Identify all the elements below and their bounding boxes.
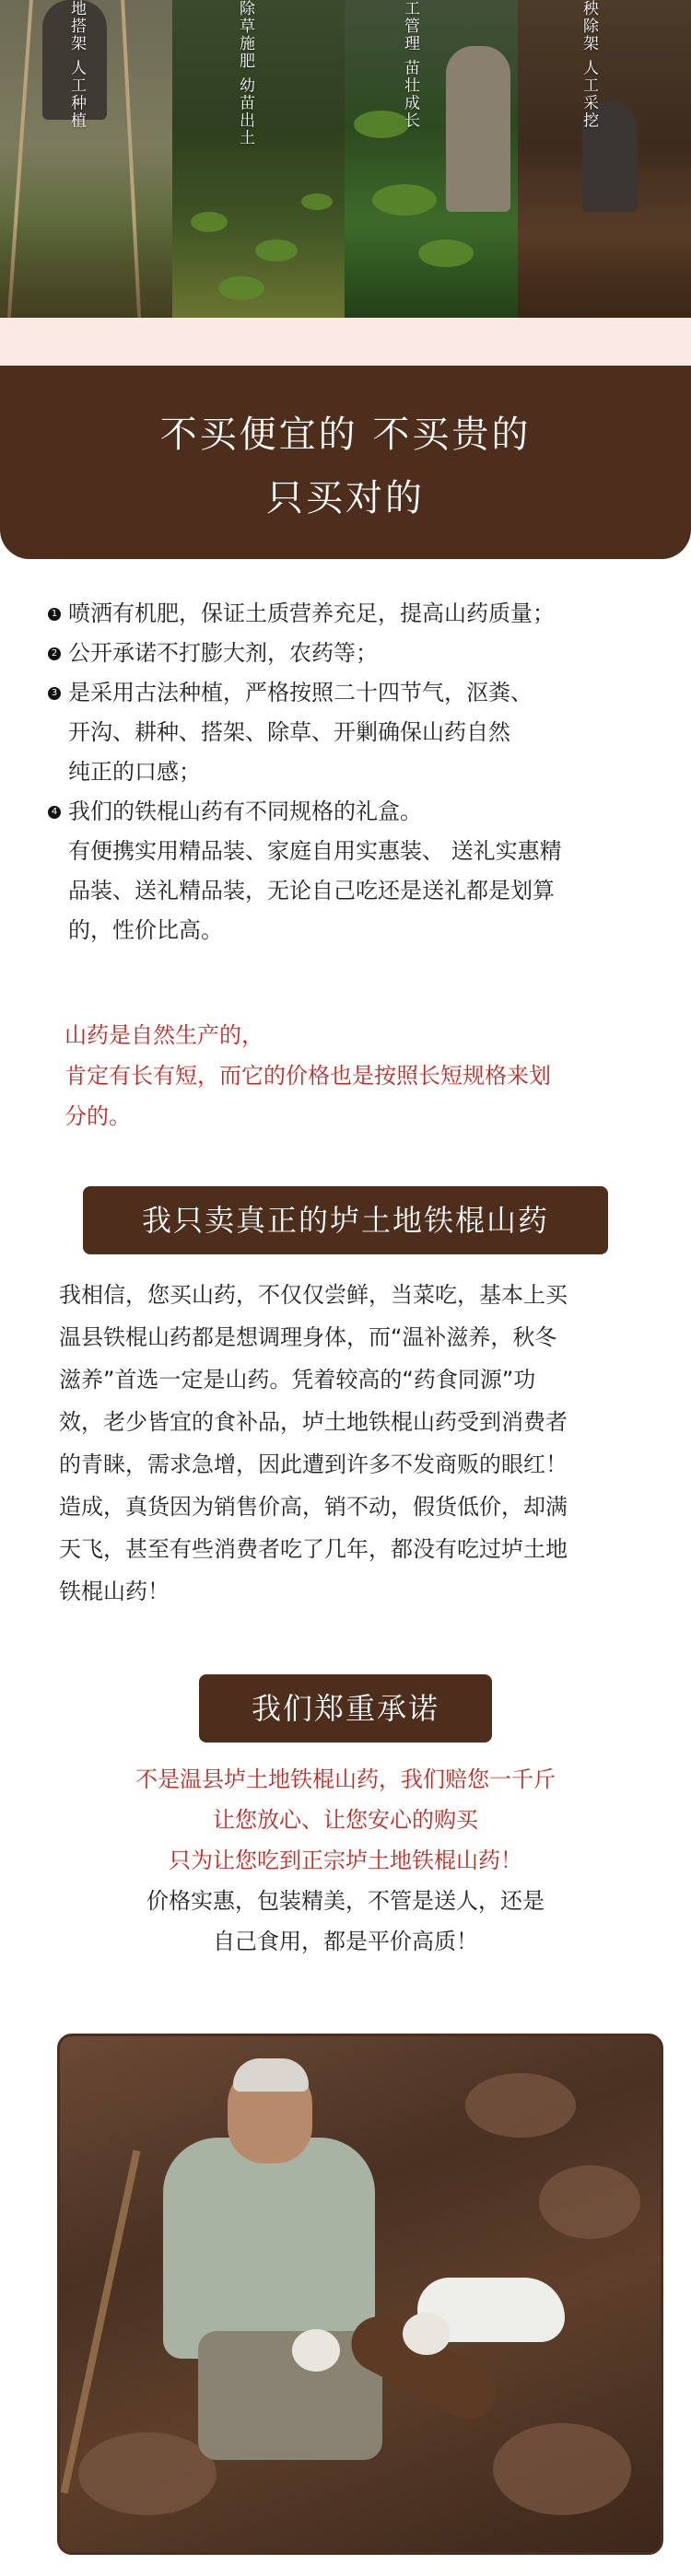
farmer-figure (163, 2138, 375, 2359)
section-title-promise: 我们郑重承诺 (199, 1674, 492, 1743)
promise-line: 让您放心、让您安心的购买 (213, 1807, 478, 1833)
slogan-line-1: 不买便宜的 不买贵的 (159, 414, 532, 456)
list-item (48, 594, 647, 634)
promise-line: 自己食用，都是平价高质！ (213, 1929, 478, 1954)
authentic-paragraph: 我相信，您买山药，不仅仅尝鲜，当菜吃，基本上买 温县铁棍山药都是想调理身体，而“温补滋养，秋冬 滋养”首选一定是山药。凭着较高的“药食同源”功 效，老少皆宜的食补品，垆土地铁棍山药受到消费者 的青睐，需求急增，因此遭到许多不发商贩的眼红！ 造成，真货因为销售价高，销不动，假货低价，却满 天飞，甚至有些消费者吃了几年，都没有吃过垆土地 铁棍山药！ (59, 1282, 568, 1604)
photo-panel-seedlings (172, 0, 345, 318)
slogan-line-2: 只买对的 (266, 477, 425, 519)
promise-line: 价格实惠，包装精美，不管是送人，还是 (146, 1888, 545, 1914)
list-item-text: 我们的铁棍山药有不同规格的礼盒。 (68, 798, 422, 824)
planting-process-photo-strip (0, 0, 691, 318)
bullet-number: 1 (48, 608, 61, 621)
section-title-authentic: 我只卖真正的垆土地铁棍山药 (83, 1186, 608, 1254)
bullet-number: 3 (48, 687, 61, 700)
bullet-number: 2 (48, 647, 61, 660)
photo-panel-harvest (518, 0, 691, 318)
photo-panel-planting (0, 0, 172, 318)
promise-line: 只为让您吃到正宗垆土地铁棍山药！ (169, 1847, 522, 1873)
list-item (48, 792, 647, 832)
list-item-text: 公开承诺不打膨大剂，农药等； (68, 640, 378, 666)
promise-block (0, 1759, 691, 1962)
list-item-text: 是采用古法种植，严格按照二十四节气，沤粪、 开沟、耕种、搭架、除草、开剿确保山药自然 纯正的口感； (68, 680, 533, 785)
slogan-banner (0, 366, 691, 559)
divider-band (0, 318, 691, 366)
list-item (48, 673, 647, 792)
promise-line: 不是温县垆土地铁棍山药，我们赔您一千斤 (135, 1766, 556, 1792)
panel-caption: 地搭架 人工种植 (67, 0, 86, 130)
panel-caption: 工管理 苗壮成长 (401, 0, 419, 130)
size-price-note: 山药是自然生产的， 肯定有长有短，而它的价格也是按照长短规格来划 分的。 (64, 1022, 551, 1129)
bullet-number: 4 (48, 806, 61, 819)
panel-caption: 除草施肥 幼苗出土 (236, 0, 254, 147)
photo-panel-growing (345, 0, 518, 318)
list-item-continuation (48, 832, 647, 950)
panel-caption: 秧除架 人工采挖 (580, 0, 598, 130)
feature-list (48, 594, 647, 950)
list-item-text: 喷洒有机肥，保证土质营养充足，提高山药质量； (68, 600, 555, 626)
harvest-photo (57, 2034, 663, 2555)
list-item (48, 634, 647, 673)
gift-box-description: 有便携实用精品装、家庭自用实惠装、 送礼实惠精 品装、送礼精品装，无论自己吃还是送礼都是划算 的，性价比高。 (68, 838, 562, 943)
